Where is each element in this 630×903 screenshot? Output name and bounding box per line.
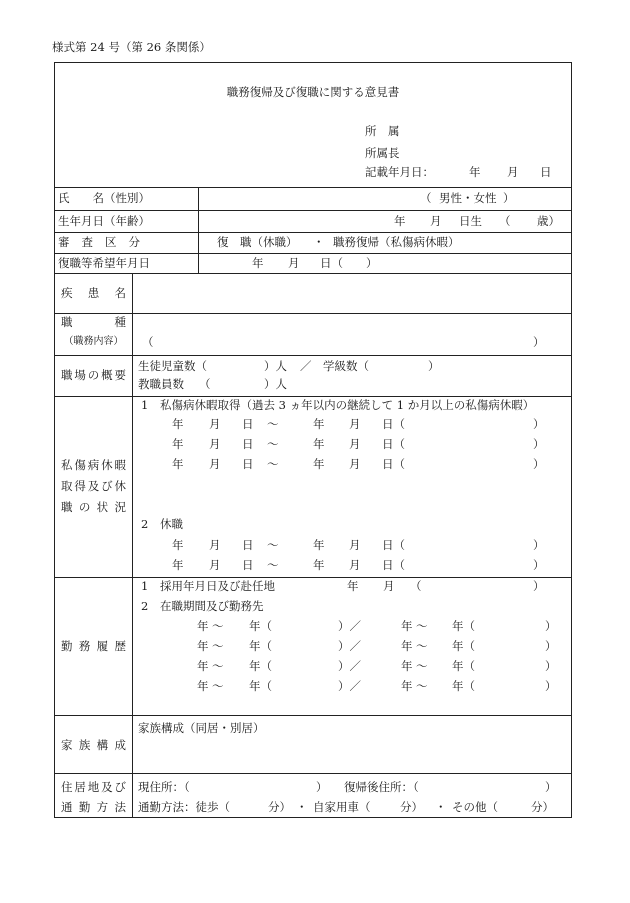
history-range-tilde: ～ bbox=[212, 679, 224, 693]
label-char: 場 bbox=[74, 368, 86, 382]
staff-count-label: 教職員数 bbox=[138, 377, 184, 391]
hire-section-number: 1 bbox=[141, 579, 149, 593]
label-char: 成 bbox=[114, 738, 126, 752]
label-char: 法 bbox=[114, 800, 126, 814]
label-char: 歴 bbox=[114, 639, 126, 653]
desired-date-label: 復職等希望年月日 bbox=[58, 256, 150, 270]
row-divider-header bbox=[54, 187, 572, 188]
hire-location-open-paren: （ bbox=[410, 579, 422, 593]
period-range-tilde: ～ bbox=[267, 437, 279, 451]
class-count-close-paren: ） bbox=[428, 359, 440, 373]
label-char: 構 bbox=[96, 738, 109, 752]
history-range-tilde: ～ bbox=[212, 639, 224, 653]
period-end-year: 年 bbox=[313, 417, 325, 431]
history-start-year: 年 bbox=[197, 639, 209, 653]
review-option-reinstatement: 復 職（休職） bbox=[217, 235, 298, 249]
job-duties-sublabel: （職務内容） bbox=[63, 336, 124, 347]
period-end-day: 日（ bbox=[382, 437, 405, 451]
period-start-year: 年 bbox=[172, 558, 184, 572]
disease-label bbox=[61, 286, 126, 300]
label-char: 況 bbox=[114, 500, 126, 514]
job-label bbox=[61, 315, 126, 329]
history-workplace-close-paren: ） bbox=[545, 679, 557, 693]
label-char: 務 bbox=[78, 639, 91, 653]
period-start-year: 年 bbox=[172, 538, 184, 552]
column-divider-lower bbox=[132, 273, 133, 818]
history-start-year: 年 bbox=[197, 659, 209, 673]
age-unit: 歳） bbox=[537, 214, 560, 228]
history-start-year: 年 bbox=[197, 679, 209, 693]
history-workplace-close-slash: ）／ bbox=[338, 679, 361, 693]
label-char: 勤 bbox=[61, 639, 73, 653]
label-char: 方 bbox=[96, 800, 109, 814]
label-char: 職 bbox=[61, 500, 73, 514]
student-count-label: 生徒児童数（ bbox=[138, 359, 207, 373]
label-char: 休 bbox=[101, 458, 113, 472]
period-end-month: 月 bbox=[349, 538, 361, 552]
history-start-year: 年 bbox=[401, 639, 413, 653]
staff-count-unit: ）人 bbox=[264, 377, 287, 391]
period-start-month: 月 bbox=[209, 437, 221, 451]
history-section-title: 在職期間及び勤務先 bbox=[160, 599, 264, 613]
review-option-return: 職務復帰（私傷病休暇） bbox=[333, 235, 460, 249]
commute-other-unit: 分） bbox=[531, 800, 554, 814]
label-char: の bbox=[87, 368, 100, 382]
review-option-separator: ・ bbox=[313, 235, 325, 249]
history-start-year: 年 bbox=[401, 659, 413, 673]
row-divider-review bbox=[54, 253, 572, 254]
history-end-year: 年（ bbox=[452, 679, 475, 693]
new-address-close-paren: ） bbox=[545, 780, 557, 794]
sick-leave-section-number: 1 bbox=[141, 398, 149, 412]
label-char: 居 bbox=[74, 780, 86, 794]
history-range-tilde: ～ bbox=[416, 639, 428, 653]
history-workplace-close-paren: ） bbox=[545, 639, 557, 653]
leave-label-line-1 bbox=[61, 458, 126, 472]
row-divider-birth bbox=[54, 232, 572, 233]
label-char: 職 bbox=[61, 368, 73, 382]
birth-age-label: 生年月日（年齢） bbox=[58, 214, 150, 228]
label-char: 概 bbox=[101, 368, 113, 382]
period-end-month: 月 bbox=[349, 417, 361, 431]
period-end-day: 日（ bbox=[382, 538, 405, 552]
student-count-unit: ）人 bbox=[264, 359, 287, 373]
label-char: 状 bbox=[96, 500, 109, 514]
residence-label-line-2 bbox=[61, 800, 126, 814]
label-char: 職 bbox=[61, 315, 73, 329]
commute-other-label: その他（ bbox=[452, 800, 498, 814]
label-char: 私 bbox=[61, 458, 73, 472]
history-workplace-close-slash: ）／ bbox=[338, 619, 361, 633]
residence-label-line-1 bbox=[61, 780, 126, 794]
career-label bbox=[61, 639, 126, 653]
label-char: 族 bbox=[78, 738, 91, 752]
period-note-close-paren: ） bbox=[533, 437, 545, 451]
review-category-label bbox=[58, 235, 140, 249]
desired-date-day: 日（ bbox=[320, 256, 343, 270]
label-char: 地 bbox=[87, 780, 100, 794]
workplace-label bbox=[61, 368, 126, 382]
label-char: 審 bbox=[58, 235, 70, 249]
label-char: 勤 bbox=[78, 800, 91, 814]
commute-separator: ・ bbox=[435, 800, 447, 814]
current-address-label: 現住所：（ bbox=[138, 780, 190, 794]
label-char: 名 bbox=[114, 286, 126, 300]
gender-close-paren: ） bbox=[503, 191, 515, 205]
period-range-tilde: ～ bbox=[267, 558, 279, 572]
period-range-tilde: ～ bbox=[267, 457, 279, 471]
period-start-day: 日 bbox=[242, 437, 254, 451]
form-number: 様式第 24 号（第 26 条関係） bbox=[52, 40, 211, 54]
period-start-month: 月 bbox=[209, 558, 221, 572]
history-end-year: 年（ bbox=[249, 679, 272, 693]
period-start-month: 月 bbox=[209, 457, 221, 471]
period-start-day: 日 bbox=[242, 417, 254, 431]
history-range-tilde: ～ bbox=[416, 679, 428, 693]
history-end-year: 年（ bbox=[452, 619, 475, 633]
period-start-month: 月 bbox=[209, 417, 221, 431]
leave-label-line-3 bbox=[61, 500, 126, 514]
history-section-number: 2 bbox=[141, 599, 149, 613]
label-char: 取 bbox=[61, 479, 73, 493]
label-char: 家 bbox=[61, 738, 73, 752]
label-char: 住 bbox=[61, 780, 73, 794]
history-end-year: 年（ bbox=[249, 659, 272, 673]
label-char: 区 bbox=[105, 235, 117, 249]
entry-date-year: 年 bbox=[469, 165, 481, 179]
staff-count-open-paren: （ bbox=[199, 377, 211, 391]
history-start-year: 年 bbox=[197, 619, 209, 633]
absence-section-title: 休職 bbox=[160, 517, 183, 531]
history-end-year: 年（ bbox=[249, 619, 272, 633]
period-end-month: 月 bbox=[349, 437, 361, 451]
row-divider-name bbox=[54, 210, 572, 211]
label-char: 及 bbox=[87, 479, 100, 493]
period-start-year: 年 bbox=[172, 457, 184, 471]
commute-walk-label: 通勤方法：徒歩（ bbox=[138, 800, 230, 814]
form-title: 職務復帰及び復職に関する意見書 bbox=[226, 85, 400, 99]
period-note-close-paren: ） bbox=[533, 558, 545, 572]
label-char: 及 bbox=[101, 780, 113, 794]
job-duties-close-paren: ） bbox=[533, 335, 545, 349]
period-note-close-paren: ） bbox=[533, 538, 545, 552]
history-workplace-close-slash: ）／ bbox=[338, 659, 361, 673]
period-note-close-paren: ） bbox=[533, 417, 545, 431]
gender-open-paren: （ bbox=[420, 191, 432, 205]
label-char: 患 bbox=[87, 286, 100, 300]
history-end-year: 年（ bbox=[452, 639, 475, 653]
supervisor-label: 所属長 bbox=[365, 146, 400, 160]
name-gender-label: 氏 名（性別） bbox=[58, 191, 150, 205]
period-note-close-paren: ） bbox=[533, 457, 545, 471]
affiliation-label: 所 属 bbox=[365, 124, 400, 138]
label-char: 通 bbox=[61, 800, 73, 814]
commute-separator: ・ bbox=[296, 800, 308, 814]
period-start-month: 月 bbox=[209, 538, 221, 552]
period-end-month: 月 bbox=[349, 457, 361, 471]
hire-year: 年 bbox=[347, 579, 359, 593]
label-char: 暇 bbox=[114, 458, 126, 472]
commute-walk-unit: 分） bbox=[268, 800, 291, 814]
new-address-label: 復帰後住所：（ bbox=[344, 780, 419, 794]
desired-date-close-paren: ） bbox=[366, 256, 378, 270]
period-start-day: 日 bbox=[242, 457, 254, 471]
label-char: 種 bbox=[114, 315, 126, 329]
leave-label-line-2 bbox=[61, 479, 126, 493]
history-range-tilde: ～ bbox=[212, 619, 224, 633]
label-char: び bbox=[101, 479, 113, 493]
period-start-day: 日 bbox=[242, 538, 254, 552]
label-char: 休 bbox=[114, 479, 126, 493]
history-start-year: 年 bbox=[401, 679, 413, 693]
history-workplace-close-paren: ） bbox=[545, 619, 557, 633]
commute-car-label: 自家用車（ bbox=[313, 800, 371, 814]
entry-date-day: 日 bbox=[540, 165, 552, 179]
desired-date-month: 月 bbox=[288, 256, 300, 270]
period-end-year: 年 bbox=[313, 437, 325, 451]
label-char: 疾 bbox=[61, 286, 73, 300]
period-start-year: 年 bbox=[172, 437, 184, 451]
hire-section-title: 採用年月日及び赴任地 bbox=[160, 579, 275, 593]
birth-year: 年 bbox=[394, 214, 406, 228]
history-range-tilde: ～ bbox=[212, 659, 224, 673]
hire-month: 月 bbox=[383, 579, 395, 593]
period-end-year: 年 bbox=[313, 457, 325, 471]
history-workplace-close-slash: ）／ bbox=[338, 639, 361, 653]
sick-leave-section-title: 私傷病休暇取得（過去 3 ヵ年以内の継続して 1 か月以上の私傷病休暇） bbox=[160, 398, 535, 412]
period-start-day: 日 bbox=[242, 558, 254, 572]
birth-day: 日生 bbox=[459, 214, 482, 228]
period-end-day: 日（ bbox=[382, 417, 405, 431]
label-char: 傷 bbox=[74, 458, 86, 472]
age-open-paren: （ bbox=[499, 214, 511, 228]
label-char: 要 bbox=[114, 368, 126, 382]
hire-location-close-paren: ） bbox=[533, 579, 545, 593]
label-char: 病 bbox=[87, 458, 100, 472]
history-end-year: 年（ bbox=[452, 659, 475, 673]
period-end-day: 日（ bbox=[382, 558, 405, 572]
gender-options: 男性・女性 bbox=[439, 191, 497, 205]
workplace-slash: ／ bbox=[300, 359, 312, 373]
entry-date-month: 月 bbox=[507, 165, 519, 179]
current-address-close-paren: ） bbox=[316, 780, 328, 794]
period-end-year: 年 bbox=[313, 538, 325, 552]
family-structure-text: 家族構成（同居・別居） bbox=[138, 721, 265, 735]
label-char: 得 bbox=[74, 479, 86, 493]
class-count-label: 学級数（ bbox=[323, 359, 369, 373]
label-char: 分 bbox=[128, 235, 140, 249]
birth-month: 月 bbox=[430, 214, 442, 228]
column-divider-upper bbox=[198, 187, 199, 273]
entry-date-label: 記載年月日： bbox=[365, 165, 434, 179]
period-end-year: 年 bbox=[313, 558, 325, 572]
history-range-tilde: ～ bbox=[416, 619, 428, 633]
label-char: 履 bbox=[96, 639, 109, 653]
history-start-year: 年 bbox=[401, 619, 413, 633]
period-start-year: 年 bbox=[172, 417, 184, 431]
label-char: び bbox=[114, 780, 126, 794]
period-end-day: 日（ bbox=[382, 457, 405, 471]
history-workplace-close-paren: ） bbox=[545, 659, 557, 673]
family-label bbox=[61, 738, 126, 752]
absence-section-number: 2 bbox=[141, 517, 149, 531]
job-duties-open-paren: （ bbox=[142, 335, 154, 349]
period-range-tilde: ～ bbox=[267, 538, 279, 552]
history-range-tilde: ～ bbox=[416, 659, 428, 673]
history-end-year: 年（ bbox=[249, 639, 272, 653]
commute-car-unit: 分） bbox=[400, 800, 423, 814]
period-range-tilde: ～ bbox=[267, 417, 279, 431]
label-char: 査 bbox=[81, 235, 93, 249]
desired-date-year: 年 bbox=[252, 256, 264, 270]
period-end-month: 月 bbox=[349, 558, 361, 572]
label-char: の bbox=[78, 500, 91, 514]
